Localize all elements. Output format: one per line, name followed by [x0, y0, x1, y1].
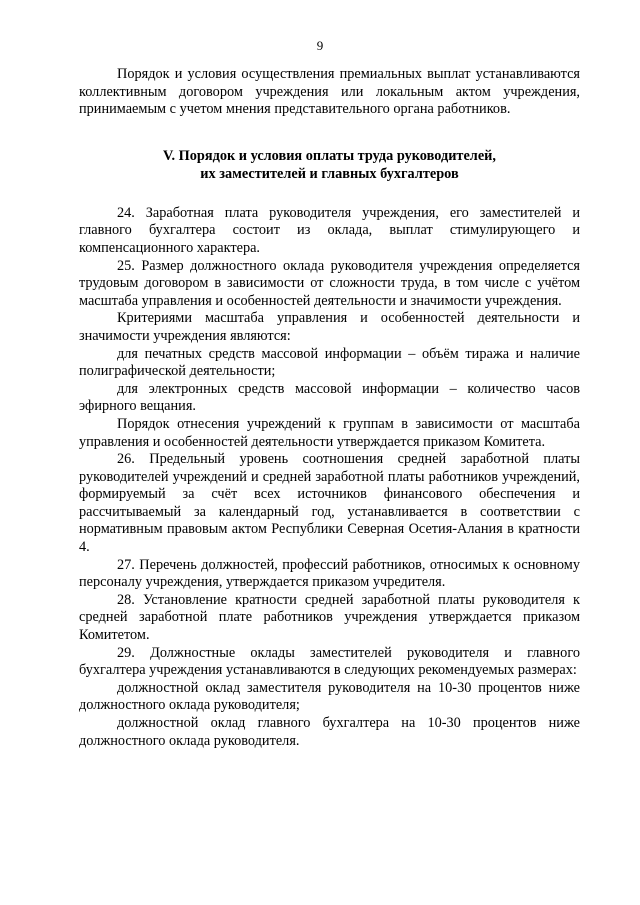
- paragraph-print-media: для печатных средств массовой информации – объём тиража и наличие полиграфической деятельности;: [79, 345, 580, 380]
- document-body: [79, 66, 580, 750]
- intro-paragraph: Порядок и условия осуществления премиальных выплат устанавливаются коллективным договором учреждения или локальным актом учреждения, принимаемым с учетом мнения представительного органа работников.: [79, 66, 580, 118]
- paragraph-26: 26. Предельный уровень соотношения средней заработной платы руководителей учреждений и средней заработной платы работников учреждений, формируемый за счёт всех источников финансового обеспечения и рассчитываемый за календарный год, устанавливается в соответствии с нормативным правовым актом Республики Северная Осетия-Алания в кратности 4.: [79, 451, 580, 556]
- paragraph-27: 27. Перечень должностей, профессий работников, относимых к основному персоналу учреждения, утверждается приказом учредителя.: [79, 556, 580, 591]
- paragraph-24: 24. Заработная плата руководителя учреждения, его заместителей и главного бухгалтера состоит из оклада, выплат стимулирующего и компенсационного характера.: [79, 204, 580, 256]
- section-heading: [79, 147, 580, 183]
- paragraph-chief-accountant-salary: должностной оклад главного бухгалтера на 10-30 процентов ниже должностного оклада руководителя.: [79, 715, 580, 749]
- paragraph-deputy-salary: должностной оклад заместителя руководителя на 10-30 процентов ниже должностного оклада руководителя;: [79, 679, 580, 714]
- paragraph-25: 25. Размер должностного оклада руководителя учреждения определяется трудовым договором в зависимости от сложности труда, в том числе с учётом масштаба управления и особенностей деятельности и значимости учреждения.: [79, 257, 580, 309]
- paragraph-criteria: Критериями масштаба управления и особенностей деятельности и значимости учреждения являются:: [79, 310, 580, 344]
- paragraph-28: 28. Установление кратности средней заработной платы руководителя к средней заработной плате работников учреждения утверждается приказом Комитетом.: [79, 591, 580, 644]
- paragraph-grouping-order: Порядок отнесения учреждений к группам в зависимости от масштаба управления и особенностей деятельности утверждается приказом Комитета.: [79, 415, 580, 450]
- section-heading-line-2: их заместителей и главных бухгалтеров: [200, 165, 459, 182]
- paragraph-29: 29. Должностные оклады заместителей руководителя и главного бухгалтера учреждения устанавливаются в следующих рекомендуемых размерах:: [79, 644, 580, 679]
- section-heading-line-1: V. Порядок и условия оплаты труда руководителей,: [163, 147, 496, 164]
- page-number: 9: [316, 38, 324, 53]
- paragraph-electronic-media: для электронных средств массовой информации – количество часов эфирного вещания.: [79, 380, 580, 415]
